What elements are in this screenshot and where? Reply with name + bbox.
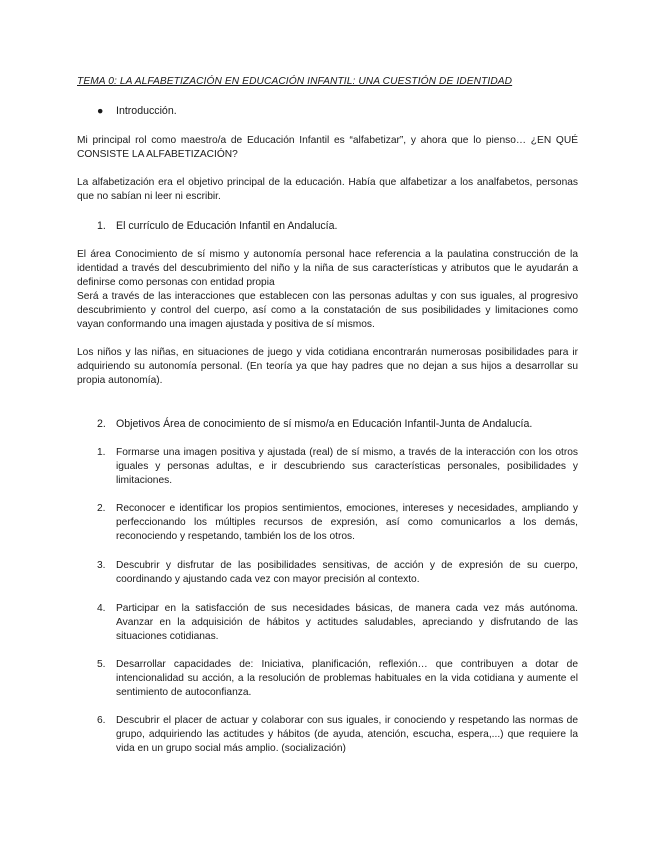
- objective-number: 4.: [97, 603, 106, 614]
- objective-item: [97, 446, 578, 489]
- objective-text: Descubrir el placer de actuar y colaborar con sus iguales, ir conociendo y respetando las normas de grupo, adquiriendo las actitudes y hábitos (de ayuda, atención, escucha, espera,...) que requiere la vida en un grupo social más amplio. (socialización): [116, 715, 578, 755]
- paragraph-area: El área Conocimiento de sí mismo y autonomía personal hace referencia a la paulatina construcción de la identidad a través del descubrimiento del niño y la niña de sus características y atributos que le ayudarán a definirse como personas con entidad propia: [77, 249, 578, 289]
- document-title: TEMA 0: LA ALFABETIZACIÓN EN EDUCACIÓN INFANTIL: UNA CUESTIÓN DE IDENTIDAD: [77, 76, 513, 87]
- objective-item: [97, 602, 578, 645]
- section-label: Objetivos Área de conocimiento de sí mismo/a en Educación Infantil-Junta de Andalucía.: [116, 418, 533, 430]
- paragraph-autonomy: Los niños y las niñas, en situaciones de juego y vida cotidiana encontrarán numerosas posibilidades para ir adquiriendo su autonomía personal. (En teoría ya que hay padres que no dejan a sus hijos a desarrollar su propia autonomía).: [77, 347, 578, 387]
- intro-bullet-item: [97, 105, 177, 117]
- objective-item: [97, 658, 578, 701]
- objective-number: 6.: [97, 715, 106, 726]
- objective-item: [97, 559, 578, 587]
- section-number: 1.: [97, 220, 106, 232]
- objective-text: Participar en la satisfacción de sus necesidades básicas, de manera cada vez más autónoma. Avanzar en la adquisición de hábitos y actitudes saludables, apreciando y disfrutando de las situaciones cotidianas.: [116, 603, 578, 643]
- section-number: 2.: [97, 418, 106, 430]
- objective-item: [97, 502, 578, 545]
- objective-number: 2.: [97, 503, 106, 514]
- intro-label: Introducción.: [116, 105, 177, 117]
- section-heading-objectives: [97, 418, 532, 430]
- objective-number: 5.: [97, 659, 106, 670]
- paragraph-interactions: Será a través de las interacciones que establecen con las personas adultas y con sus iguales, al progresivo descubrimiento y control del cuerpo, así como a la constatación de sus posibilidades y limitaciones como vayan conformando una imagen ajustada y positiva de sí mismos.: [77, 291, 578, 331]
- section-label: El currículo de Educación Infantil en Andalucía.: [116, 220, 338, 232]
- objective-text: Desarrollar capacidades de: Iniciativa, planificación, reflexión… que contribuyen a dotar de intencionalidad su acción, a la resolución de problemas habituales en la vida cotidiana y aumente el sentimiento de autoconfianza.: [116, 659, 578, 699]
- objective-text: Reconocer e identificar los propios sentimientos, emociones, intereses y necesidades, ampliando y perfeccionando los múltiples recursos de expresión, así como comunicarlos a los demás, reconociendo y respetando, también los de los otros.: [116, 503, 578, 543]
- objective-number: 1.: [97, 447, 106, 458]
- objective-number: 3.: [97, 560, 106, 571]
- section-heading-curriculum: [97, 220, 337, 232]
- bullet-icon: ●: [97, 105, 104, 117]
- paragraph-role: Mi principal rol como maestro/a de Educación Infantil es “alfabetizar”, y ahora que lo pienso… ¿EN QUÉ CONSISTE LA ALFABETIZACIÓN?: [77, 135, 578, 161]
- objective-text: Formarse una imagen positiva y ajustada (real) de sí mismo, a través de la interacción con los otros iguales y personas adultas, e ir descubriendo sus características personales, posibilidades y limitaciones.: [116, 447, 578, 487]
- paragraph-definition: La alfabetización era el objetivo principal de la educación. Había que alfabetizar a los analfabetos, personas que no sabían ni leer ni escribir.: [77, 177, 578, 203]
- objective-item: [97, 714, 578, 757]
- objective-text: Descubrir y disfrutar de las posibilidades sensitivas, de acción y de expresión de su cuerpo, coordinando y ajustando cada vez con mayor precisión al contexto.: [116, 560, 578, 586]
